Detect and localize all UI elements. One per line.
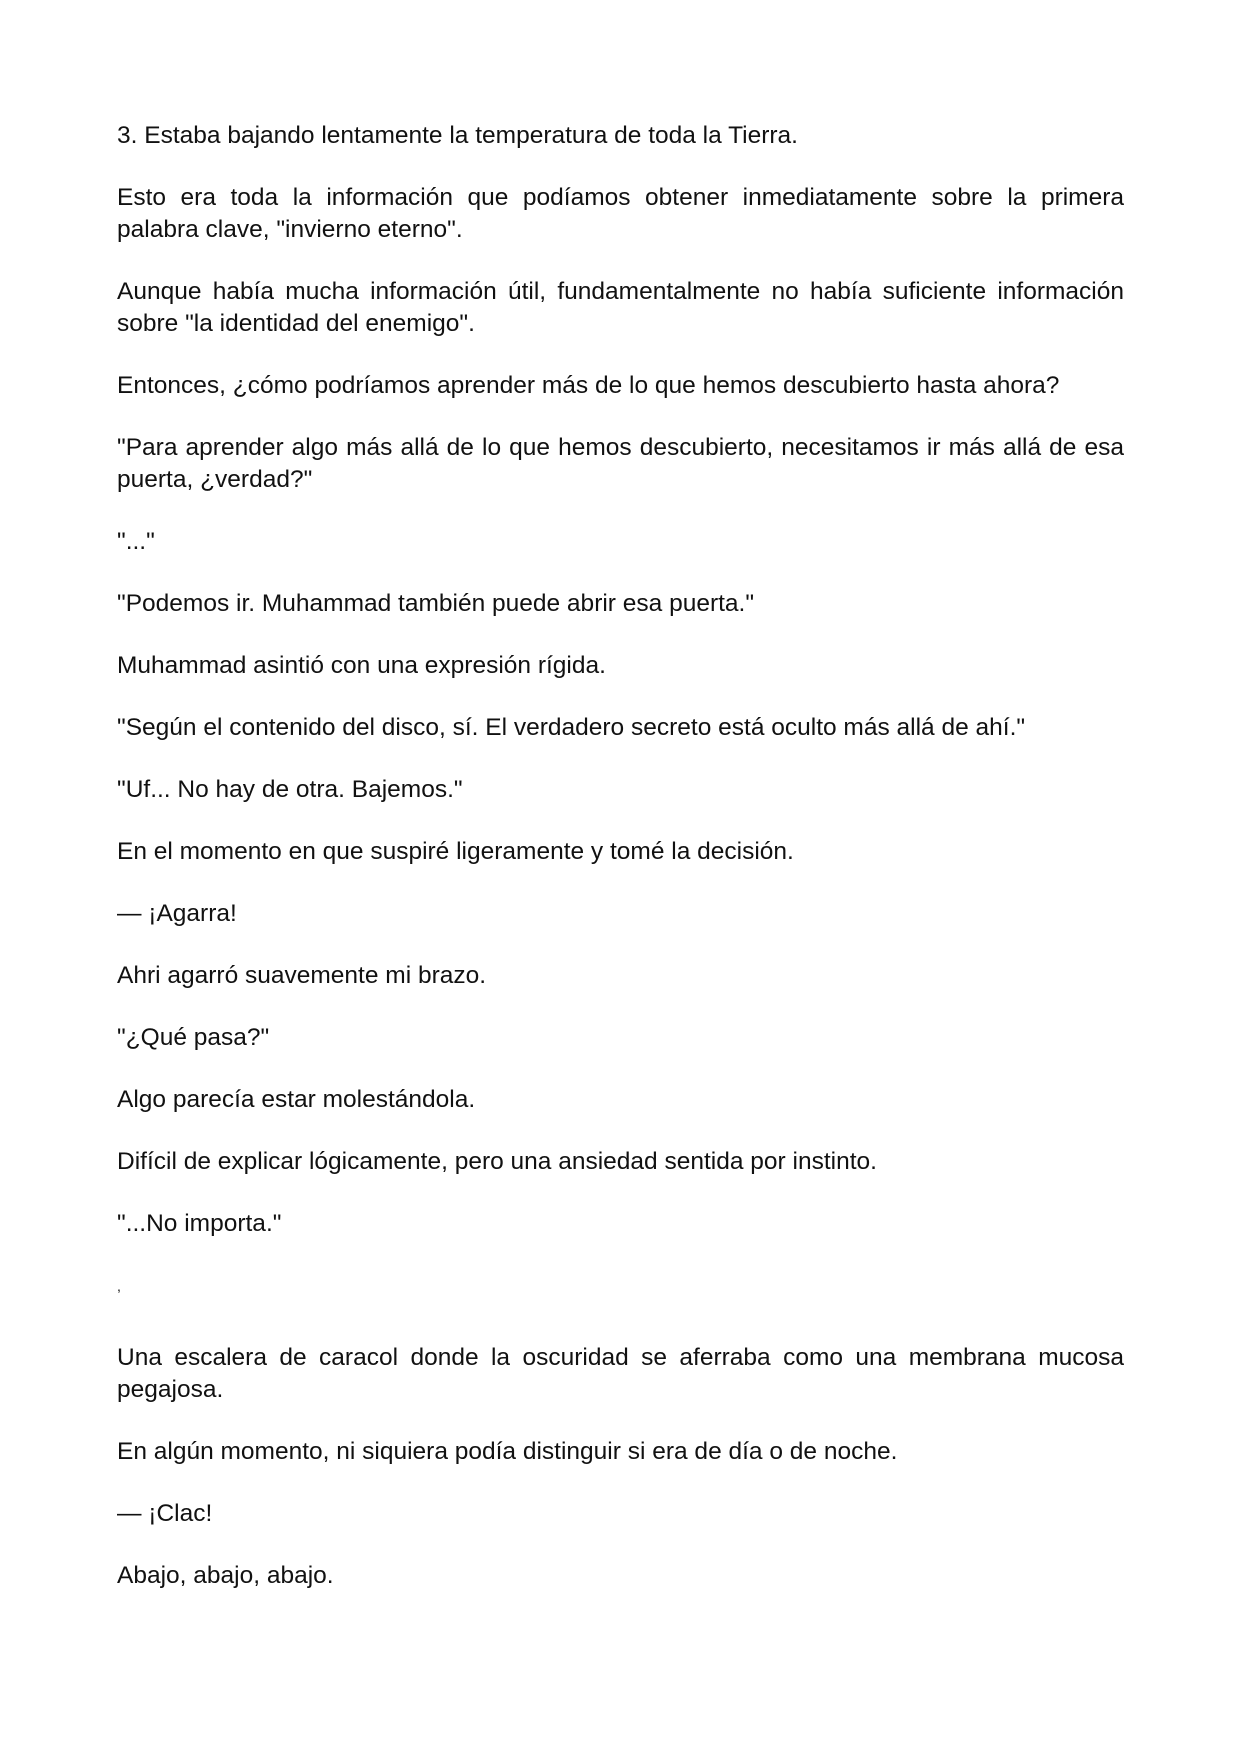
paragraph: Entonces, ¿cómo podríamos aprender más de lo que hemos descubierto hasta ahora? (117, 372, 1060, 399)
paragraph: — ¡Agarra! (117, 900, 237, 927)
paragraph: Abajo, abajo, abajo. (117, 1562, 334, 1589)
paragraph: Ahri agarró suavemente mi brazo. (117, 962, 487, 989)
paragraph: "Uf... No hay de otra. Bajemos." (117, 776, 463, 803)
paragraph: Esto era toda la información que podíamos obtener inmediatamente sobre la primera palabra clave, "invierno eterno". (117, 184, 1124, 243)
paragraph: "...No importa." (117, 1210, 282, 1237)
paragraph: "..." (117, 528, 155, 555)
paragraph: Difícil de explicar lógicamente, pero una ansiedad sentida por instinto. (117, 1148, 877, 1175)
paragraph: "Para aprender algo más allá de lo que hemos descubierto, necesitamos ir más allá de esa puerta, ¿verdad?" (117, 434, 1124, 493)
paragraph: Muhammad asintió con una expresión rígida. (117, 652, 606, 679)
paragraph: Una escalera de caracol donde la oscuridad se aferraba como una membrana mucosa pegajosa. (117, 1344, 1124, 1403)
section-break-mark: , (117, 1278, 121, 1294)
paragraph: — ¡Clac! (117, 1500, 213, 1527)
paragraph: "Según el contenido del disco, sí. El verdadero secreto está oculto más allá de ahí." (117, 714, 1026, 741)
paragraph: "Podemos ir. Muhammad también puede abrir esa puerta." (117, 590, 755, 617)
paragraph: 3. Estaba bajando lentamente la temperatura de toda la Tierra. (117, 122, 798, 149)
paragraph: Aunque había mucha información útil, fundamentalmente no había suficiente información sobre "la identidad del enemigo". (117, 278, 1124, 337)
paragraph: "¿Qué pasa?" (117, 1024, 270, 1051)
paragraph: En el momento en que suspiré ligeramente y tomé la decisión. (117, 838, 794, 865)
paragraph: Algo parecía estar molestándola. (117, 1086, 476, 1113)
paragraph: En algún momento, ni siquiera podía distinguir si era de día o de noche. (117, 1438, 898, 1465)
